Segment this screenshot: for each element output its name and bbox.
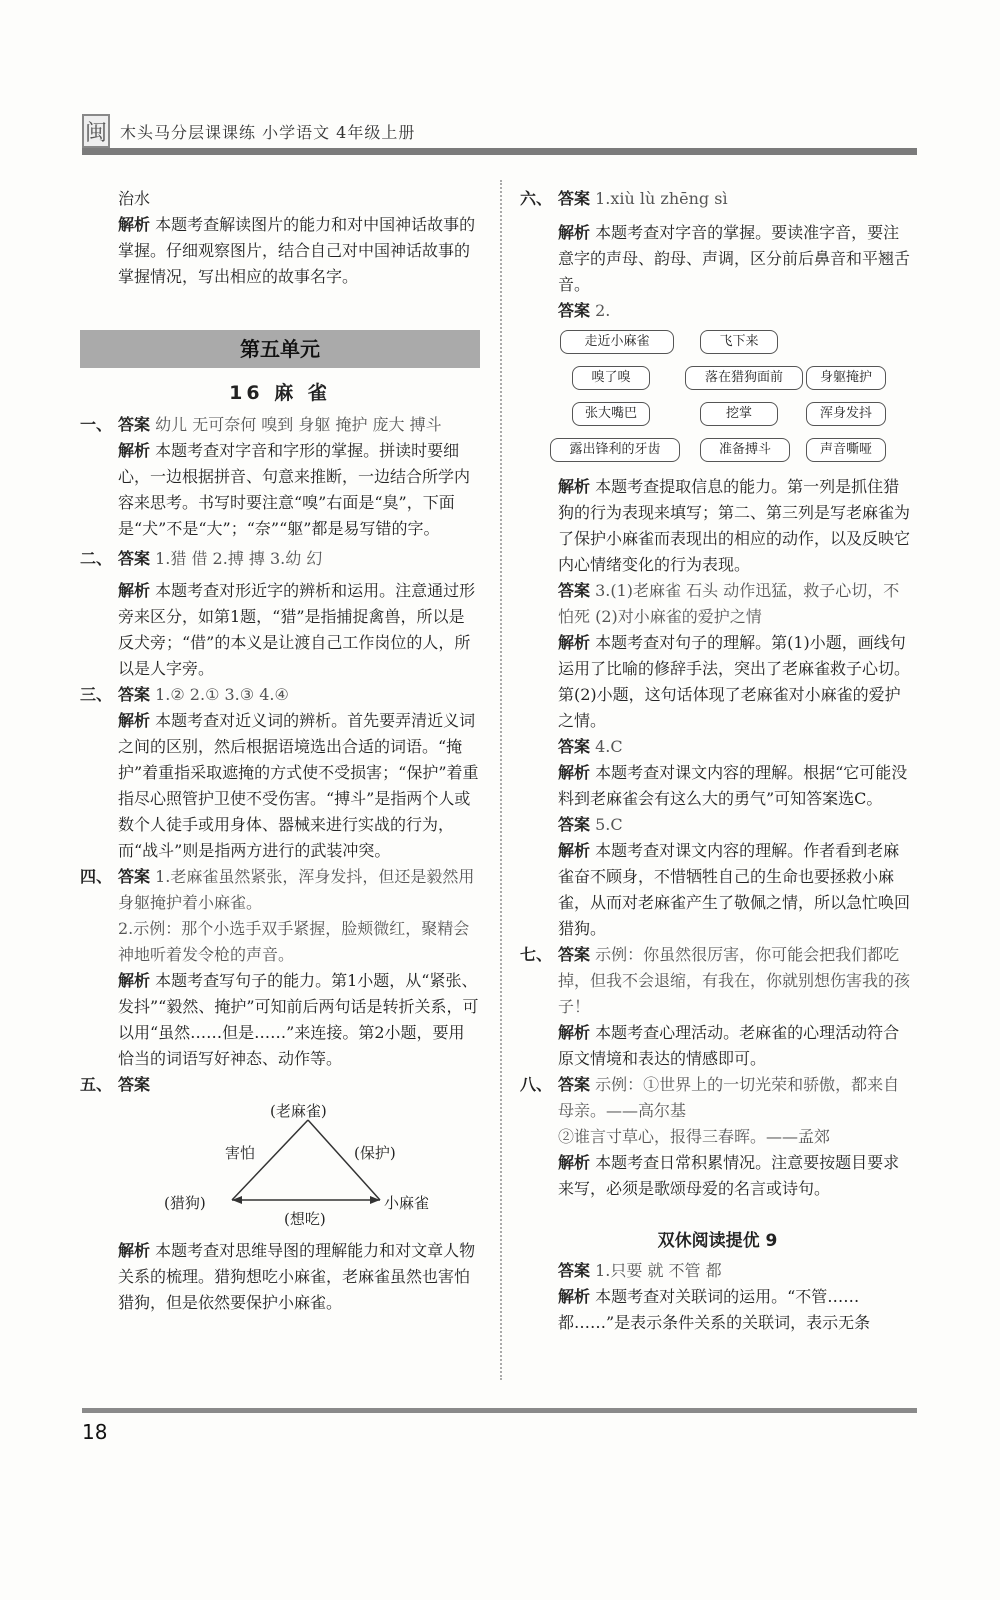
q8-answer	[520, 1072, 915, 1124]
arrow-right	[370, 1196, 380, 1204]
q8-answer2: ②谁言寸草心，报得三春晖。——孟郊	[558, 1127, 831, 1146]
answer-label: 答案	[118, 415, 151, 434]
action-box: 声音嘶哑	[806, 438, 886, 462]
header-logo-icon: 闽	[82, 114, 110, 148]
answer-label: 答案	[558, 189, 591, 208]
q1-mark: 一、	[80, 415, 113, 434]
analysis-label: 解析	[118, 1241, 151, 1260]
q3-analysis	[80, 708, 480, 864]
q3-analysis-text: 本题考查对近义词的辨析。首先要弄清近义词之间的区别，然后根据语境选出合适的词语。“掩护”着重指采取遮掩的方式使不受损害；“保护”着重指尽心照管护卫使不受伤害。“搏斗”是指两个人或数个人徒手或用身体、器械来进行实战的行为，而“战斗”则是指两方进行的武装冲突。	[118, 711, 479, 860]
analysis-label: 解析	[118, 215, 151, 234]
q6-answer3	[520, 578, 915, 630]
analysis-label: 解析	[558, 763, 591, 782]
q6-answer	[520, 186, 915, 212]
analysis-label: 解析	[558, 1287, 591, 1306]
footer-rule	[82, 1408, 917, 1413]
q6-analysis3-text: 本题考查对句子的理解。第(1)小题，画线句运用了比喻的修辞手法，突出了老麻雀救子心切。第(2)小题，这句话体现了老麻雀对小麻雀的爱护之情。	[558, 633, 911, 730]
right-column	[520, 186, 915, 1336]
q4-analysis-text: 本题考查写句子的能力。第1小题，从“紧张、发抖”“毅然、掩护”可知前后两句话是转折关系，可以用“虽然……但是……”来连接。第2小题，要用恰当的词语写好神态、动作等。	[118, 971, 479, 1068]
q6-answer2-text: 2.	[595, 301, 611, 320]
q8-analysis	[520, 1150, 915, 1202]
q6-answer-text: 1.xiù lù zhēng sì	[595, 189, 728, 208]
r1-analysis	[520, 1284, 915, 1336]
analysis-label: 解析	[558, 633, 591, 652]
analysis-label: 解析	[558, 223, 591, 242]
q6-analysis2-text: 本题考查提取信息的能力。第一列是抓住猎狗的行为表现来填写；第二、第三列是写老麻雀为了保护小麻雀而表现出的相应的动作，以及反映它内心情绪变化的行为表现。	[558, 477, 911, 574]
q4-analysis	[80, 968, 480, 1072]
edge-label-right: (保护)	[354, 1144, 396, 1162]
q5-mark: 五、	[80, 1075, 113, 1094]
arrow-left	[232, 1196, 242, 1204]
q6-mark: 六、	[520, 189, 553, 208]
answer-label: 答案	[558, 1261, 591, 1280]
q7-mark: 七、	[520, 945, 553, 964]
action-box: 落在猎狗面前	[685, 366, 803, 390]
q1-answer	[80, 412, 480, 438]
answer-label: 答案	[118, 549, 151, 568]
q6-analysis4	[520, 760, 915, 812]
action-box: 嗅了嗅	[572, 366, 650, 390]
answer-label: 答案	[118, 867, 151, 886]
q8-answer1-text: 示例：①世界上的一切光荣和骄傲，都来自母亲。——高尔基	[558, 1075, 900, 1120]
q6-analysis	[520, 220, 915, 298]
analysis-label: 解析	[558, 477, 591, 496]
q6-answer4-text: 4.C	[595, 737, 623, 756]
q6-analysis-text: 本题考查对字音的掌握。要读准字音，要注意字的声母、韵母、声调，区分前后鼻音和平翘舌音。	[558, 223, 911, 294]
q3-answer	[80, 682, 480, 708]
left-column	[80, 186, 480, 1316]
r1-analysis-text: 本题考查对关联词的运用。“不管……都……”是表示条件关系的关联词，表示无条	[558, 1287, 871, 1332]
action-box: 露出锋利的牙齿	[550, 438, 680, 462]
r1-answer	[520, 1258, 915, 1284]
q6-answer2	[520, 298, 915, 324]
header-rule	[82, 148, 917, 155]
q8-analysis-text: 本题考查日常积累情况。注意要按题目要求来写，必须是歌颂母爱的名言或诗句。	[558, 1153, 900, 1198]
node-top: (老麻雀)	[270, 1102, 327, 1120]
q4-answer2: 2.示例：那个小选手双手紧握，脸颊微红，聚精会神地听着发令枪的声音。	[118, 919, 470, 964]
node-bottom-right: 小麻雀	[384, 1194, 430, 1212]
answer-label: 答案	[558, 737, 591, 756]
action-box: 飞下来	[700, 330, 778, 354]
reading-section-title: 双休阅读提优 9	[657, 1231, 778, 1251]
edge-label-left: 害怕	[225, 1144, 256, 1162]
q6-analysis3	[520, 630, 915, 734]
action-box-grid	[520, 330, 915, 470]
q7-answer-text: 示例：你虽然很厉害，你可能会把我们都吃掉，但我不会退缩，有我在，你就别想伤害我的孩子！	[558, 945, 911, 1016]
answer-label: 答案	[558, 945, 591, 964]
analysis-label: 解析	[558, 1153, 591, 1172]
intro-answer: 治水	[118, 189, 151, 208]
q1-analysis	[80, 438, 480, 542]
q4-mark: 四、	[80, 867, 113, 886]
q4-answer	[80, 864, 480, 916]
q1-analysis-text: 本题考查对字音和字形的掌握。拼读时要细心，一边根据拼音、句意来推断，一边结合所学内容来思考。书写时要注意“嗅”右面是“臭”，下面是“犬”不是“大”；“奈”“躯”都是易写错的字。	[118, 441, 471, 538]
action-box: 身躯掩护	[806, 366, 886, 390]
analysis-label: 解析	[558, 1023, 591, 1042]
q5-analysis-text: 本题考查对思维导图的理解能力和对文章人物关系的梳理。猎狗想吃小麻雀，老麻雀虽然也害怕猎狗，但是依然要保护小麻雀。	[118, 1241, 476, 1312]
action-box: 挖掌	[700, 402, 778, 426]
column-divider	[500, 180, 502, 1380]
answer-label: 答案	[118, 1075, 151, 1094]
q5-analysis	[80, 1238, 480, 1316]
q7-analysis	[520, 1020, 915, 1072]
lesson-title: 16 麻 雀	[229, 382, 331, 404]
q4-answer1-text: 1.老麻雀虽然紧张，浑身发抖，但还是毅然用身躯掩护着小麻雀。	[118, 867, 475, 912]
q2-answer-text: 1.猎 借 2.搏 摶 3.幼 幻	[155, 549, 323, 568]
q7-analysis-text: 本题考查心理活动。老麻雀的心理活动符合原文情境和表达的情感即可。	[558, 1023, 900, 1068]
page-number: 18	[82, 1420, 108, 1444]
q7-answer	[520, 942, 915, 1020]
analysis-label: 解析	[118, 441, 151, 460]
q6-answer3-text: 3.(1)老麻雀 石头 动作迅猛，救子心切，不怕死 (2)对小麻雀的爱护之情	[558, 581, 900, 626]
q6-analysis4-text: 本题考查对课文内容的理解。根据“它可能没料到老麻雀会有这么大的勇气”可知答案选C。	[558, 763, 908, 808]
q1-answer-text: 幼儿 无可奈何 嗅到 身躯 掩护 庞大 搏斗	[155, 415, 442, 434]
intro-analysis-text: 本题考查解读图片的能力和对中国神话故事的掌握。仔细观察图片，结合自己对中国神话故事的掌握情况，写出相应的故事名字。	[118, 215, 476, 286]
analysis-label: 解析	[118, 581, 151, 600]
q5-answer	[80, 1072, 480, 1098]
q6-analysis5	[520, 838, 915, 942]
analysis-label: 解析	[118, 971, 151, 990]
action-box: 浑身发抖	[806, 402, 886, 426]
action-box: 准备搏斗	[700, 438, 790, 462]
answer-label: 答案	[558, 581, 591, 600]
q3-answer-text: 1.② 2.① 3.③ 4.④	[155, 685, 289, 704]
q2-answer	[80, 546, 480, 572]
q6-answer5-text: 5.C	[595, 815, 623, 834]
action-box: 张大嘴巴	[572, 402, 650, 426]
q6-answer5	[520, 812, 915, 838]
q6-analysis5-text: 本题考查对课文内容的理解。作者看到老麻雀奋不顾身，不惜牺牲自己的生命也要拯救小麻雀，从而对老麻雀产生了敬佩之情，所以急忙唤回猎狗。	[558, 841, 911, 938]
q3-mark: 三、	[80, 685, 113, 704]
answer-label: 答案	[558, 1075, 591, 1094]
q8-mark: 八、	[520, 1075, 553, 1094]
q2-analysis-text: 本题考查对形近字的辨析和运用。注意通过形旁来区分，如第1题，“猎”是指捕捉禽兽，所以是反犬旁；“借”的本义是让渡自己工作岗位的人，所以是人字旁。	[118, 581, 476, 678]
edge-label-bottom: (想吃)	[284, 1210, 326, 1228]
answer-label: 答案	[558, 301, 591, 320]
analysis-label: 解析	[558, 841, 591, 860]
q2-analysis	[80, 578, 480, 682]
relation-diagram	[80, 1102, 480, 1232]
header-title: 木头马分层课课练 小学语文 4年级上册	[120, 123, 416, 142]
intro-analysis	[80, 212, 480, 290]
q2-mark: 二、	[80, 549, 113, 568]
answer-label: 答案	[558, 815, 591, 834]
q6-answer4	[520, 734, 915, 760]
unit-banner: 第五单元	[80, 330, 480, 368]
action-box: 走近小麻雀	[560, 330, 674, 354]
node-bottom-left: (猎狗)	[164, 1194, 206, 1212]
analysis-label: 解析	[118, 711, 151, 730]
q6-analysis2	[520, 474, 915, 578]
answer-label: 答案	[118, 685, 151, 704]
r1-answer-text: 1.只要 就 不管 都	[595, 1261, 722, 1280]
